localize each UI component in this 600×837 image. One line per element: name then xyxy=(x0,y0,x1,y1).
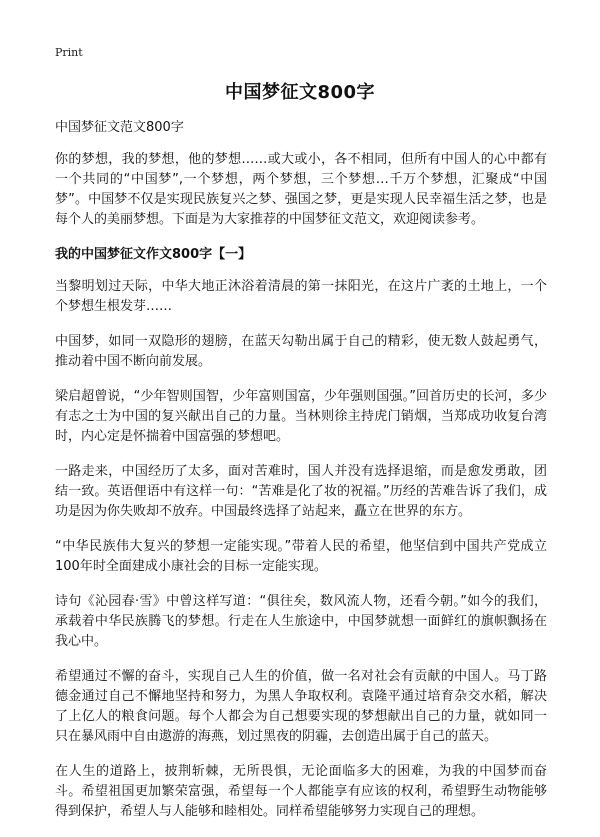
intro-paragraph: 你的梦想，我的梦想，他的梦想……或大或小，各不相同，但所有中国人的心中都有一个共同的“中国梦”,一个梦想，两个梦想，三个梦想…千万个梦想，汇聚成“中国梦”。中国梦不仅是实现民族复兴之梦、强国之梦，更是实现人民幸福生活之梦，也是每个人的美丽梦想。下面是为大家推荐的中国梦征文范文，欢迎阅读参考。 xyxy=(55,152,547,227)
paragraph: 梁启超曾说，“少年智则国智，少年富则国富，少年强则国强。”回首历史的长河，多少有志之士为中国的复兴献出自己的力量。当林则徐主持虎门销烟，当郑成功收复台湾时，内心定是怀揣着中国富强的梦想吧。 xyxy=(55,389,547,444)
paragraph: 一路走来，中国经历了太多，面对苦难时，国人并没有选择退缩，而是愈发勇敢，团结一致。英语俚语中有这样一句：“苦难是化了妆的祝福。”历经的苦难告诉了我们，成功是因为你失败却不放弃。中国最终选择了站起来，矗立在世界的东方。 xyxy=(55,464,547,519)
paragraph: 中国梦，如同一双隐形的翅膀，在蓝天勾勒出属于自己的精彩，使无数人鼓起勇气，推动着中国不断向前发展。 xyxy=(55,334,547,369)
paragraph: 希望通过不懈的奋斗，实现自己人生的价值，做一名对社会有贡献的中国人。马丁路德金通过自己不懈地坚持和努力，为黑人争取权利。袁隆平通过培育杂交水稻，解决了上亿人的粮食问题。每个人都会为自己想要实现的梦想献出自己的力量，就如同一只在暴风雨中自由遨游的海燕，划过黑夜的阴霾，去创造出属于自己的蓝天。 xyxy=(55,669,547,744)
section-heading: 我的中国梦征文作文800字【一】 xyxy=(55,247,252,262)
paragraph: 在人生的道路上，披荆斩棘，无所畏惧，无论面临多大的困难，为我的中国梦而奋斗。希望祖国更加繁荣富强，希望每一个人都能享有应该的权利，希望野生动物能够得到保护，希望人与人能够和睦相处。同样希望能够努力实现自己的理想。 xyxy=(55,764,547,819)
paragraph: 诗句《沁园春·雪》中曾这样写道：“俱往矣，数风流人物，还看今朝。”如今的我们，承载着中华民族腾飞的梦想。行走在人生旅途中，中国梦就想一面鲜红的旗帜飘扬在我心中。 xyxy=(55,594,547,649)
paragraph: “中华民族伟大复兴的梦想一定能实现。”带着人民的希望，他坚信到中国共产党成立100年时全面建成小康社会的目标一定能实现。 xyxy=(55,539,547,574)
print-link[interactable]: Print xyxy=(55,46,83,59)
article-body xyxy=(55,118,547,837)
article-subtitle: 中国梦征文范文800字 xyxy=(55,120,184,135)
paragraph: 当黎明划过天际，中华大地正沐浴着清晨的第一抹阳光，在这片广袤的土地上，一个个梦想生根发芽…… xyxy=(55,279,547,314)
page-title: 中国梦征文800字 xyxy=(224,82,376,103)
